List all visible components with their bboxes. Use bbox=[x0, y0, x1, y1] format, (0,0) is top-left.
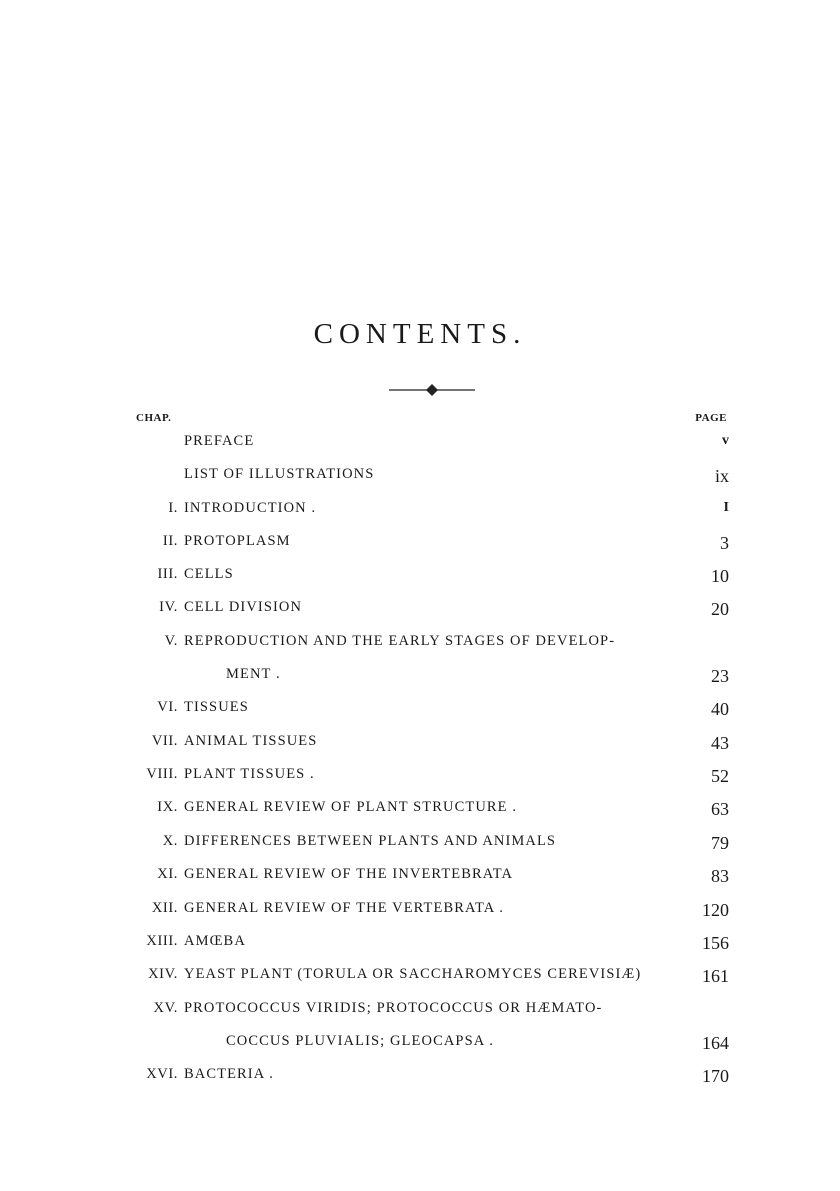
chapter-title: INTRODUCTION . bbox=[184, 500, 317, 516]
toc-entry-continuation bbox=[0, 1033, 840, 1057]
toc-entry bbox=[0, 1000, 840, 1024]
toc-entry bbox=[0, 699, 840, 723]
toc-entry bbox=[0, 1066, 840, 1090]
toc-entry bbox=[0, 733, 840, 757]
page-number: 40 bbox=[711, 699, 729, 719]
chapter-number: XV. bbox=[153, 1000, 178, 1016]
chapter-title: CELL DIVISION bbox=[184, 599, 303, 615]
chapter-number: XII. bbox=[151, 900, 178, 916]
toc-entry bbox=[0, 500, 840, 524]
chapter-number: XIV. bbox=[148, 966, 178, 982]
chapter-number: VI. bbox=[157, 699, 178, 715]
toc-entry bbox=[0, 900, 840, 924]
chapter-number: VIII. bbox=[146, 766, 178, 782]
column-header-chapter: CHAP. bbox=[136, 412, 172, 424]
page-number: 52 bbox=[711, 766, 729, 786]
chapter-title: REPRODUCTION AND THE EARLY STAGES OF DEVELOP- bbox=[184, 633, 616, 649]
chapter-number: XIII. bbox=[146, 933, 178, 949]
page-number: 79 bbox=[711, 833, 729, 853]
chapter-number: II. bbox=[162, 533, 178, 549]
page-number: 23 bbox=[711, 666, 729, 686]
page-number: 10 bbox=[711, 566, 729, 586]
chapter-title: TISSUES bbox=[184, 699, 249, 715]
toc-entry bbox=[0, 966, 840, 990]
page-number: 120 bbox=[702, 900, 729, 920]
chapter-title: GENERAL REVIEW OF THE VERTEBRATA . bbox=[184, 900, 504, 916]
toc-entry-continuation bbox=[0, 666, 840, 690]
chapter-title: AMŒBA bbox=[184, 933, 246, 949]
page-number: 20 bbox=[711, 599, 729, 619]
toc-entry bbox=[0, 433, 840, 457]
chapter-title: LIST OF ILLUSTRATIONS bbox=[184, 466, 375, 482]
toc-entry bbox=[0, 566, 840, 590]
toc-entry bbox=[0, 766, 840, 790]
chapter-title: ANIMAL TISSUES bbox=[184, 733, 318, 749]
toc-entry bbox=[0, 466, 840, 490]
chapter-title: MENT . bbox=[226, 666, 281, 682]
toc-entry bbox=[0, 833, 840, 857]
toc-entry bbox=[0, 799, 840, 823]
chapter-number: III. bbox=[157, 566, 178, 582]
page-number: 156 bbox=[702, 933, 729, 953]
chapter-number: I. bbox=[168, 500, 178, 516]
chapter-number: V. bbox=[164, 633, 178, 649]
chapter-title: YEAST PLANT (TORULA OR SACCHAROMYCES CEREVISIÆ) bbox=[184, 966, 642, 982]
chapter-number: XI. bbox=[157, 866, 178, 882]
chapter-number: IV. bbox=[159, 599, 178, 615]
page-number: 83 bbox=[711, 866, 729, 886]
page-number: I bbox=[723, 500, 729, 515]
page-number: ix bbox=[714, 466, 729, 486]
contents-heading: CONTENTS. bbox=[313, 318, 527, 350]
page-number: 63 bbox=[711, 799, 729, 819]
toc-entry bbox=[0, 599, 840, 623]
chapter-title: COCCUS PLUVIALIS; GLEOCAPSA . bbox=[226, 1033, 494, 1049]
chapter-number: XVI. bbox=[146, 1066, 178, 1082]
chapter-title: PREFACE bbox=[184, 433, 255, 449]
toc-entry bbox=[0, 533, 840, 557]
page-number: 161 bbox=[702, 966, 729, 986]
page-number: 170 bbox=[702, 1066, 729, 1086]
chapter-number: IX. bbox=[157, 799, 178, 815]
page-number: 3 bbox=[720, 533, 729, 553]
chapter-title: GENERAL REVIEW OF PLANT STRUCTURE . bbox=[184, 799, 518, 815]
chapter-title: PROTOPLASM bbox=[184, 533, 291, 549]
chapter-title: GENERAL REVIEW OF THE INVERTEBRATA bbox=[184, 866, 514, 882]
chapter-title: BACTERIA . bbox=[184, 1066, 274, 1082]
chapter-number: VII. bbox=[151, 733, 178, 749]
toc-entry bbox=[0, 933, 840, 957]
chapter-title: PLANT TISSUES . bbox=[184, 766, 315, 782]
toc-entry bbox=[0, 866, 840, 890]
column-header-page: PAGE bbox=[695, 412, 727, 424]
page-number: 43 bbox=[711, 733, 729, 753]
chapter-title: PROTOCOCCUS VIRIDIS; PROTOCOCCUS OR HÆMATO- bbox=[184, 1000, 603, 1016]
chapter-title: CELLS bbox=[184, 566, 234, 582]
chapter-title: DIFFERENCES BETWEEN PLANTS AND ANIMALS bbox=[184, 833, 557, 849]
toc-entry bbox=[0, 633, 840, 657]
page-number: v bbox=[722, 433, 729, 448]
page-number: 164 bbox=[702, 1033, 729, 1053]
chapter-number: X. bbox=[162, 833, 178, 849]
